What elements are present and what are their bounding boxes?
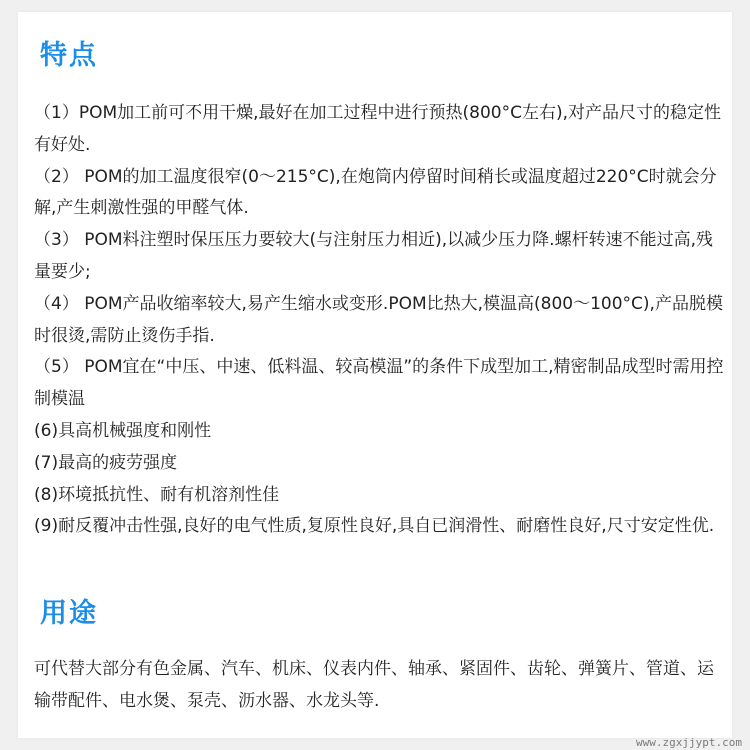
feature-item-6: (6)具高机械强度和刚性 bbox=[34, 420, 212, 441]
content-card bbox=[18, 12, 732, 738]
feature-item-4: （4） POM产品收缩率较大,易产生缩水或变形.POM比热大,模温高(800～100°C),产品脱模时很烫,需防止烫伤手指. bbox=[34, 293, 723, 346]
feature-item-3: （3） POM料注塑时保压压力要较大(与注射压力相近),以减少压力降.螺杆转速不能过高,残量要少; bbox=[34, 230, 713, 282]
feature-item-9: (9)耐反覆冲击性强,良好的电气性质,复原性良好,具自已润滑性、耐磨性良好,尺寸安定性优. bbox=[34, 516, 715, 537]
feature-item-1: （1）POM加工前可不用干燥,最好在加工过程中进行预热(800°C左右),对产品尺寸的稳定性有好处. bbox=[34, 103, 722, 155]
features-list bbox=[34, 98, 724, 543]
feature-item-5: （5） POM宜在“中压、中速、低料温、较高模温”的条件下成型加工,精密制品成型时需用控制模温 bbox=[34, 357, 724, 410]
feature-item-7: (7)最高的疲劳强度 bbox=[34, 452, 178, 473]
uses-text: 可代替大部分有色金属、汽车、机床、仪表内件、轴承、紧固件、齿轮、弹簧片、管道、运输带配件、电水煲、泵壳、沥水器、水龙头等. bbox=[34, 659, 714, 711]
feature-item-2: （2） POM的加工温度很窄(0～215°C),在炮筒内停留时间稍长或温度超过220°C时就会分解,产生刺激性强的甲醛气体. bbox=[34, 166, 717, 219]
watermark: www.zgxjjypt.com bbox=[636, 736, 742, 749]
feature-item-8: (8)环境抵抗性、耐有机溶剂性佳 bbox=[34, 484, 280, 505]
features-heading: 特点 bbox=[40, 40, 98, 71]
uses-heading: 用途 bbox=[40, 598, 98, 629]
